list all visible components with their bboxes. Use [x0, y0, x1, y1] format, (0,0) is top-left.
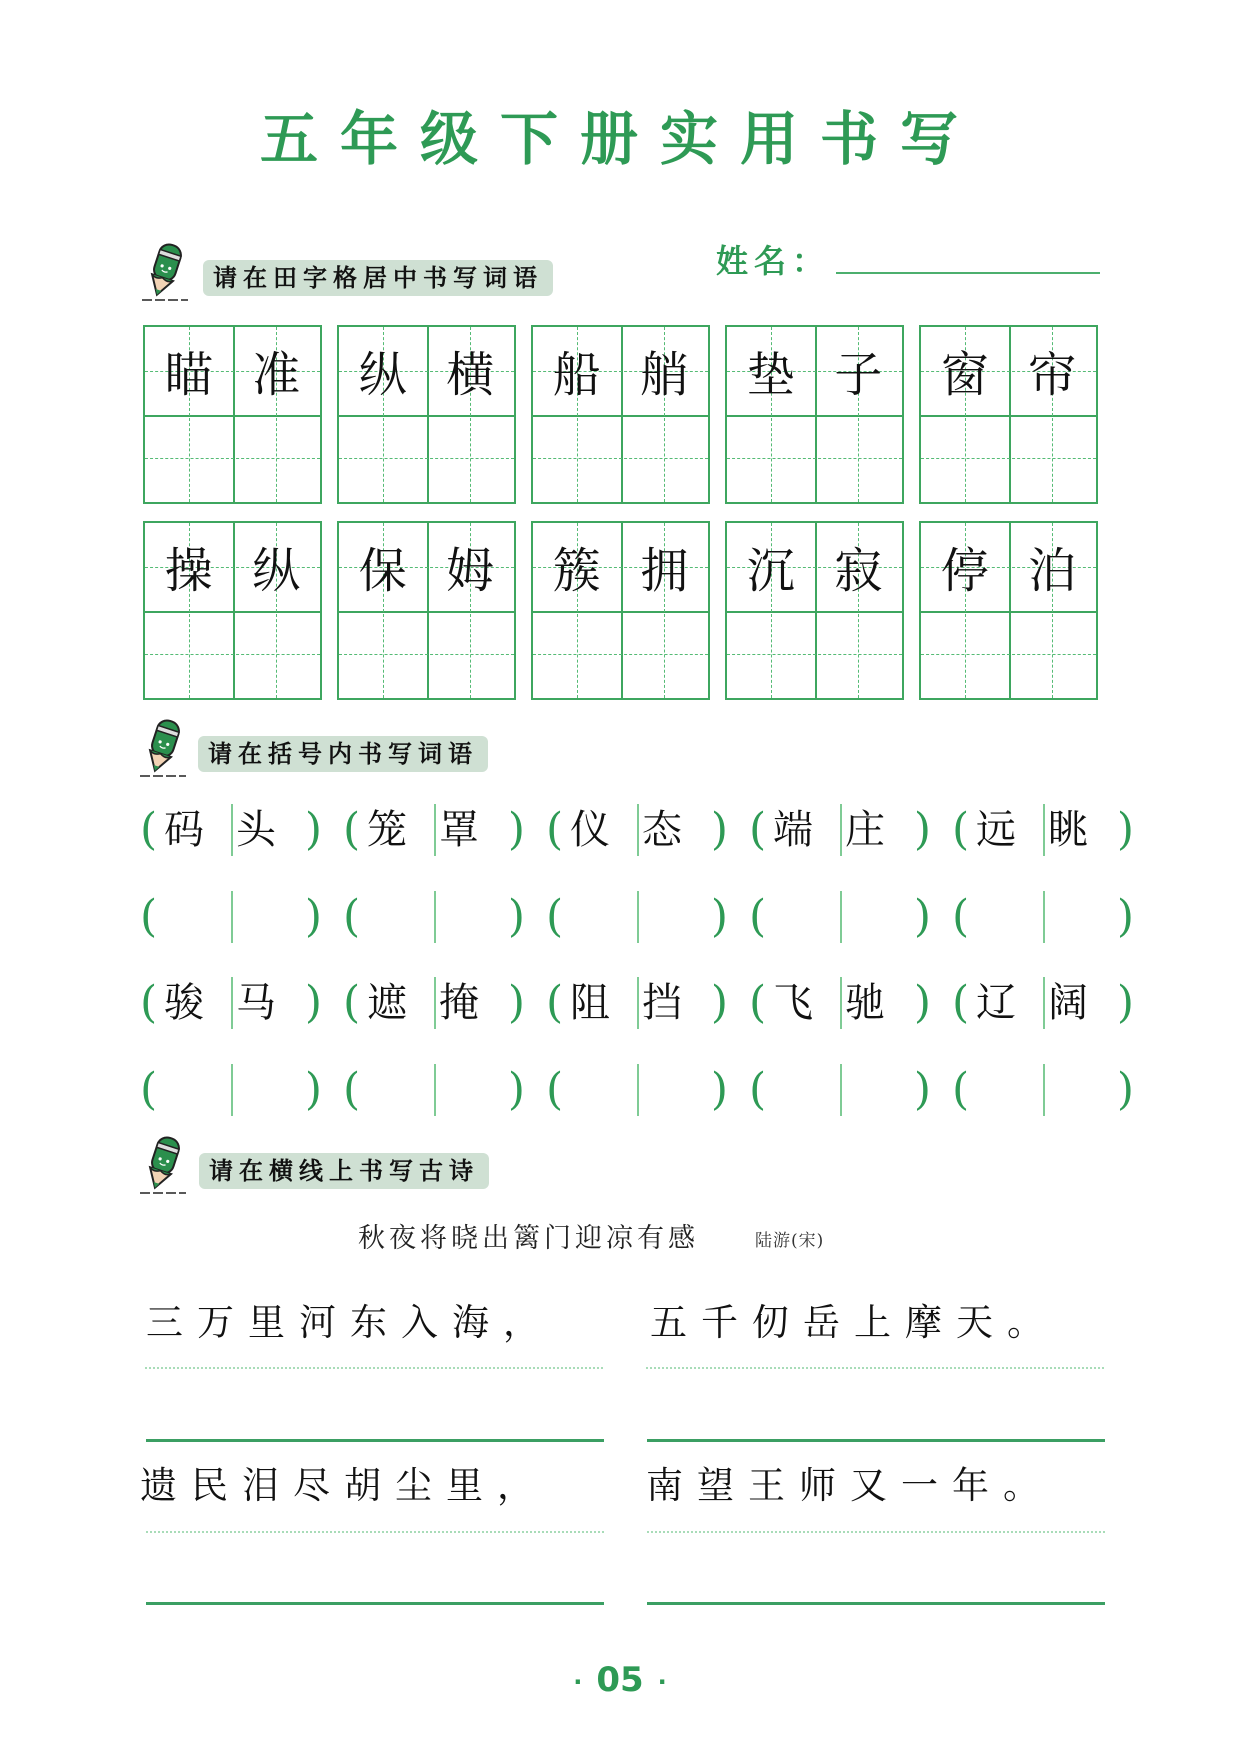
word-character: 态 — [642, 807, 682, 853]
tianzige-box[interactable] — [725, 325, 904, 504]
tianzige-box[interactable] — [725, 521, 904, 700]
close-bracket: ) — [913, 1064, 931, 1115]
bracket-word-slot[interactable] — [343, 800, 525, 860]
bracket-word-slot[interactable] — [952, 887, 1134, 947]
model-character: 纵 — [252, 543, 301, 600]
model-character: 窗 — [940, 347, 989, 404]
tianzige-box[interactable] — [919, 325, 1098, 504]
writing-line[interactable] — [146, 1439, 604, 1442]
tianzige-box[interactable] — [531, 521, 710, 700]
grid-dashed-line — [339, 458, 514, 459]
close-bracket: ) — [507, 891, 525, 942]
grid-dashed-line — [727, 458, 902, 459]
poem-line-4: 南望王师又一年。 — [646, 1464, 1054, 1507]
character-separator — [434, 977, 436, 1029]
grid-line — [921, 415, 1096, 417]
bracket-word-slot[interactable] — [546, 1060, 728, 1120]
character-separator — [840, 804, 842, 856]
page-title: 五年级下册实用书写 — [259, 105, 980, 173]
close-bracket: ) — [913, 977, 931, 1028]
tianzige-box[interactable] — [919, 521, 1098, 700]
character-separator — [434, 1064, 436, 1116]
character-separator — [434, 804, 436, 856]
close-bracket: ) — [1116, 891, 1134, 942]
bracket-word-slot[interactable] — [343, 973, 525, 1033]
tianzige-box[interactable] — [337, 325, 516, 504]
open-bracket: ( — [749, 804, 767, 855]
open-bracket: ( — [749, 891, 767, 942]
character-separator — [231, 977, 233, 1029]
model-character: 拥 — [640, 543, 689, 600]
close-bracket: ) — [710, 804, 728, 855]
tianzige-box[interactable] — [531, 325, 710, 504]
pencil-icon — [138, 716, 188, 778]
model-character: 簇 — [552, 543, 601, 600]
bracket-word-slot[interactable] — [546, 973, 728, 1033]
grid-dashed-line — [727, 654, 902, 655]
bracket-word-slot[interactable] — [749, 800, 931, 860]
bracket-word-slot[interactable] — [140, 1060, 322, 1120]
close-bracket: ) — [1116, 1064, 1134, 1115]
model-character: 姆 — [446, 543, 495, 600]
character-separator — [1043, 804, 1045, 856]
grid-line — [145, 611, 320, 613]
poem-title: 秋夜将晓出篱门迎凉有感 — [358, 1223, 699, 1254]
bracket-word-slot[interactable] — [140, 973, 322, 1033]
poem-line-1: 三万里河东入海， — [146, 1301, 554, 1344]
open-bracket: ( — [952, 804, 970, 855]
bracket-word-slot[interactable] — [343, 887, 525, 947]
close-bracket: ) — [304, 891, 322, 942]
close-bracket: ) — [710, 977, 728, 1028]
word-character: 驰 — [845, 980, 885, 1026]
section3-label: 请在横线上书写古诗 — [199, 1153, 489, 1189]
open-bracket: ( — [952, 977, 970, 1028]
writing-line[interactable] — [647, 1602, 1105, 1605]
close-bracket: ) — [1116, 977, 1134, 1028]
close-bracket: ) — [913, 804, 931, 855]
grid-dashed-line — [533, 458, 708, 459]
model-character: 瞄 — [164, 347, 213, 404]
section3-header — [138, 1133, 188, 1199]
pencil-icon — [138, 1133, 188, 1195]
character-separator — [231, 804, 233, 856]
dot-separator: · — [573, 1667, 583, 1696]
open-bracket: ( — [343, 804, 361, 855]
bracket-word-slot[interactable] — [952, 1060, 1134, 1120]
section2-label: 请在括号内书写词语 — [198, 736, 488, 772]
bracket-word-slot[interactable] — [749, 887, 931, 947]
bracket-word-slot[interactable] — [749, 973, 931, 1033]
character-separator — [637, 1064, 639, 1116]
dot-separator: · — [657, 1667, 667, 1696]
grid-line — [145, 415, 320, 417]
word-character: 仪 — [570, 807, 610, 853]
open-bracket: ( — [140, 1064, 158, 1115]
open-bracket: ( — [140, 804, 158, 855]
character-separator — [840, 977, 842, 1029]
grid-line — [533, 415, 708, 417]
model-character: 船 — [552, 347, 601, 404]
word-character: 遮 — [367, 980, 407, 1026]
model-character: 沉 — [746, 543, 795, 600]
open-bracket: ( — [749, 1064, 767, 1115]
bracket-word-slot[interactable] — [140, 887, 322, 947]
word-character: 阻 — [570, 980, 610, 1026]
pencil-icon — [140, 240, 190, 302]
character-separator — [840, 1064, 842, 1116]
model-character: 垫 — [746, 347, 795, 404]
character-separator — [434, 891, 436, 943]
model-character: 横 — [446, 347, 495, 404]
grid-line — [727, 611, 902, 613]
close-bracket: ) — [304, 804, 322, 855]
word-character: 挡 — [642, 980, 682, 1026]
bracket-word-slot[interactable] — [749, 1060, 931, 1120]
word-character: 庄 — [845, 807, 885, 853]
grid-line — [339, 611, 514, 613]
grid-line — [533, 611, 708, 613]
word-character: 阔 — [1048, 980, 1088, 1026]
page-number-value: 05 — [596, 1660, 644, 1700]
close-bracket: ) — [710, 1064, 728, 1115]
open-bracket: ( — [749, 977, 767, 1028]
model-character: 纵 — [358, 347, 407, 404]
open-bracket: ( — [343, 891, 361, 942]
open-bracket: ( — [546, 1064, 564, 1115]
word-character: 远 — [976, 807, 1016, 853]
character-separator — [840, 891, 842, 943]
open-bracket: ( — [952, 891, 970, 942]
model-character: 停 — [940, 543, 989, 600]
open-bracket: ( — [343, 977, 361, 1028]
close-bracket: ) — [507, 977, 525, 1028]
word-character: 飞 — [773, 980, 813, 1026]
word-character: 端 — [773, 807, 813, 853]
guide-dotted-line — [646, 1367, 1104, 1369]
tianzige-box[interactable] — [143, 521, 322, 700]
writing-line[interactable] — [647, 1439, 1105, 1442]
close-bracket: ) — [913, 891, 931, 942]
page-number — [0, 1660, 1240, 1700]
bracket-word-slot[interactable] — [952, 973, 1134, 1033]
model-character: 寂 — [834, 543, 883, 600]
writing-line[interactable] — [146, 1602, 604, 1605]
open-bracket: ( — [343, 1064, 361, 1115]
section2-header — [138, 716, 188, 782]
character-separator — [1043, 977, 1045, 1029]
word-character: 码 — [164, 807, 204, 853]
model-character: 子 — [834, 347, 883, 404]
word-character: 马 — [236, 980, 276, 1026]
close-bracket: ) — [304, 977, 322, 1028]
guide-dotted-line — [647, 1531, 1105, 1533]
open-bracket: ( — [140, 891, 158, 942]
model-character: 帘 — [1028, 347, 1077, 404]
poem-author: 陆游(宋) — [755, 1231, 825, 1251]
open-bracket: ( — [952, 1064, 970, 1115]
word-character: 罩 — [439, 807, 479, 853]
grid-line — [339, 415, 514, 417]
grid-dashed-line — [145, 654, 320, 655]
character-separator — [1043, 1064, 1045, 1116]
poem-line-2: 五千仞岳上摩天。 — [650, 1301, 1058, 1344]
character-separator — [231, 891, 233, 943]
close-bracket: ) — [507, 1064, 525, 1115]
word-character: 头 — [236, 807, 276, 853]
open-bracket: ( — [546, 977, 564, 1028]
grid-dashed-line — [921, 654, 1096, 655]
bracket-word-slot[interactable] — [343, 1060, 525, 1120]
grid-dashed-line — [339, 654, 514, 655]
section1-header — [140, 240, 190, 306]
guide-dotted-line — [145, 1367, 603, 1369]
tianzige-box[interactable] — [337, 521, 516, 700]
section1-label: 请在田字格居中书写词语 — [203, 260, 553, 296]
model-character: 操 — [164, 543, 213, 600]
name-label: 姓名： — [716, 242, 831, 280]
tianzige-box[interactable] — [143, 325, 322, 504]
grid-dashed-line — [533, 654, 708, 655]
grid-line — [727, 415, 902, 417]
close-bracket: ) — [1116, 804, 1134, 855]
close-bracket: ) — [507, 804, 525, 855]
bracket-word-slot[interactable] — [546, 800, 728, 860]
grid-dashed-line — [145, 458, 320, 459]
character-separator — [637, 977, 639, 1029]
open-bracket: ( — [546, 891, 564, 942]
character-separator — [1043, 891, 1045, 943]
open-bracket: ( — [546, 804, 564, 855]
name-input-line[interactable] — [836, 272, 1100, 274]
grid-dashed-line — [921, 458, 1096, 459]
model-character: 艄 — [640, 347, 689, 404]
character-separator — [637, 804, 639, 856]
word-character: 笼 — [367, 807, 407, 853]
bracket-word-slot[interactable] — [140, 800, 322, 860]
close-bracket: ) — [304, 1064, 322, 1115]
close-bracket: ) — [710, 891, 728, 942]
grid-line — [921, 611, 1096, 613]
open-bracket: ( — [140, 977, 158, 1028]
bracket-word-slot[interactable] — [546, 887, 728, 947]
model-character: 保 — [358, 543, 407, 600]
word-character: 骏 — [164, 980, 204, 1026]
poem-line-3: 遗民泪尽胡尘里， — [140, 1464, 548, 1507]
word-character: 辽 — [976, 980, 1016, 1026]
model-character: 泊 — [1028, 543, 1077, 600]
character-separator — [231, 1064, 233, 1116]
character-separator — [637, 891, 639, 943]
word-character: 眺 — [1048, 807, 1088, 853]
guide-dotted-line — [146, 1531, 604, 1533]
word-character: 掩 — [439, 980, 479, 1026]
model-character: 准 — [252, 347, 301, 404]
bracket-word-slot[interactable] — [952, 800, 1134, 860]
